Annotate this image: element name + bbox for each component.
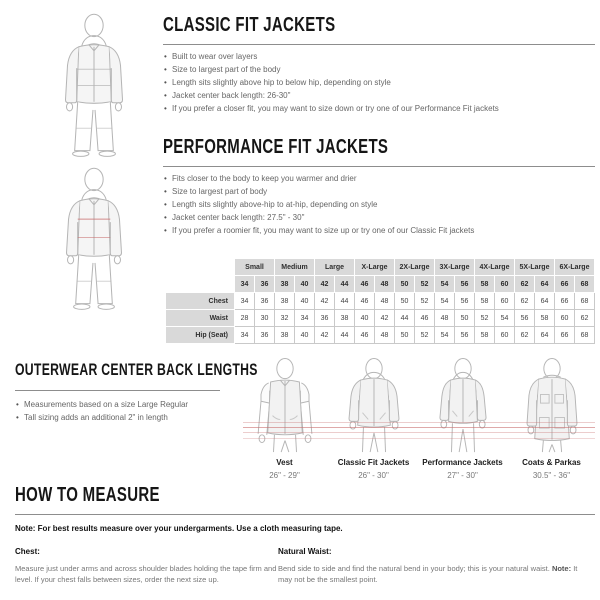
classic-fit-figure [38,12,150,165]
size-cell: 40 [355,310,375,327]
size-cell: 42 [315,293,335,310]
person-performance-illustration [38,166,150,314]
outerwear-item-performance [418,358,507,480]
bullet-item: • Length sits slightly above hip to below hip, depending on style [163,76,598,89]
bullet-item: • Measurements based on a size Large Regular [15,398,235,411]
outerwear-item-coats [507,358,596,480]
classic-jacket-figure [330,358,418,454]
how-to-measure-title: HOW TO MEASURE [15,484,160,506]
numeric-size-header: 38 [275,276,295,293]
classic-fit-bullets [163,50,598,115]
size-cell: 60 [495,327,515,344]
outerwear-item-classic [329,358,418,480]
size-cell: 38 [275,293,295,310]
numeric-size-header: 42 [315,276,335,293]
classic-fit-divider [163,44,595,45]
size-cell: 40 [295,327,315,344]
size-cell: 48 [435,310,455,327]
size-cell: 60 [495,293,515,310]
bullet-item: • If you prefer a closer fit, you may want to size down or try one of our Performance Fit jackets [163,102,598,115]
size-cell: 42 [315,327,335,344]
size-table [165,258,595,344]
size-group-header: Large [315,259,355,276]
performance-fit-title: PERFORMANCE FIT JACKETS [163,136,389,158]
size-group-header: 5X-Large [515,259,555,276]
size-cell: 36 [255,293,275,310]
measure-column-waist [278,547,578,585]
numeric-size-header: 64 [535,276,555,293]
size-cell: 56 [455,293,475,310]
size-cell: 46 [355,293,375,310]
waist-note-label: Note: [551,564,572,573]
size-cell: 52 [415,327,435,344]
chest-instructions: Measure just under arms and across shoulder blades holding the tape firm and level. If your chest falls between sizes, order the next size up. [15,564,277,584]
size-cell: 62 [515,327,535,344]
size-cell: 36 [315,310,335,327]
size-cell: 44 [335,327,355,344]
size-group-header: Medium [275,259,315,276]
numeric-size-header: 46 [355,276,375,293]
numeric-size-header: 36 [255,276,275,293]
numeric-size-header: 48 [375,276,395,293]
size-cell: 48 [375,293,395,310]
size-cell: 66 [555,293,575,310]
size-cell: 34 [235,327,255,344]
numeric-size-header: 60 [495,276,515,293]
outerwear-label: Vest [276,458,293,467]
performance-jacket-figure [419,358,507,454]
bullet-item: • Jacket center back length: 27.5" - 30" [163,211,598,224]
table-row [166,327,595,344]
size-cell: 66 [555,327,575,344]
vest-figure [241,358,329,454]
size-cell: 60 [555,310,575,327]
size-cell: 30 [255,310,275,327]
bullet-item: • Tall sizing adds an additional 2" in length [15,411,235,424]
outerwear-range: 26" - 30" [358,471,389,480]
numeric-size-header: 62 [515,276,535,293]
size-cell: 54 [435,293,455,310]
size-cell: 34 [295,310,315,327]
classic-fit-title: CLASSIC FIT JACKETS [163,14,336,36]
row-label: Waist [166,310,235,327]
size-cell: 62 [575,310,595,327]
person-classic-illustration [38,12,150,160]
size-cell: 36 [255,327,275,344]
size-cell: 64 [535,293,555,310]
size-cell: 54 [495,310,515,327]
size-group-header: X-Large [355,259,395,276]
outerwear-label: Classic Fit Jackets [337,458,410,467]
numeric-size-header: 66 [555,276,575,293]
numeric-size-header: 44 [335,276,355,293]
row-label: Hip (Seat) [166,327,235,344]
size-cell: 44 [395,310,415,327]
chest-heading: Chest: [15,547,40,556]
size-cell: 46 [355,327,375,344]
bullet-item: • Built to wear over layers [163,50,598,63]
size-cell: 50 [395,293,415,310]
size-group-header: Small [235,259,275,276]
size-cell: 32 [275,310,295,327]
table-row [166,310,595,327]
numeric-size-header: 68 [575,276,595,293]
outerwear-range: 26" - 29" [269,471,300,480]
bullet-item: • Size to largest part of body [163,185,598,198]
outerwear-item-vest [240,358,329,480]
waist-text: Bend side to side and find the natural bend in your body; this is your [278,564,504,573]
size-group-header: 2X-Large [395,259,435,276]
table-corner [166,259,235,293]
numeric-size-header: 40 [295,276,315,293]
size-cell: 52 [475,310,495,327]
waist-text: natural waist. [505,564,550,573]
size-cell: 46 [415,310,435,327]
size-cell: 58 [475,293,495,310]
size-cell: 64 [535,327,555,344]
size-cell: 58 [475,327,495,344]
numeric-size-header: 54 [435,276,455,293]
row-label: Chest [166,293,235,310]
outerwear-bullets [15,398,235,424]
numeric-size-header: 58 [475,276,495,293]
size-cell: 38 [275,327,295,344]
how-to-measure-divider [15,514,595,515]
size-cell: 68 [575,327,595,344]
performance-fit-bullets [163,172,598,237]
outerwear-label: Performance Jackets [422,458,503,467]
outerwear-title: OUTERWEAR CENTER BACK LENGTHS [15,360,258,379]
size-cell: 40 [295,293,315,310]
bullet-item: • Jacket center back length: 26-30" [163,89,598,102]
table-row [166,293,595,310]
numeric-size-header: 52 [415,276,435,293]
size-cell: 50 [395,327,415,344]
size-cell: 56 [455,327,475,344]
size-group-header: 4X-Large [475,259,515,276]
size-cell: 62 [515,293,535,310]
numeric-size-header: 34 [235,276,255,293]
size-cell: 54 [435,327,455,344]
performance-fit-divider [163,166,595,167]
size-cell: 48 [375,327,395,344]
bullet-item: • Size to largest part of the body [163,63,598,76]
size-cell: 52 [415,293,435,310]
numeric-size-header: 56 [455,276,475,293]
outerwear-divider [15,390,220,391]
waist-text: It may not be the smallest point. [278,564,578,584]
measure-note: Note: For best results measure over your undergarments. Use a cloth measuring tape. [15,524,343,533]
size-cell: 44 [335,293,355,310]
size-cell: 68 [575,293,595,310]
size-cell: 42 [375,310,395,327]
size-group-header: 6X-Large [555,259,595,276]
size-cell: 58 [535,310,555,327]
outerwear-label: Coats & Parkas [522,458,581,467]
bullet-item: • Fits closer to the body to keep you warmer and drier [163,172,598,185]
performance-fit-figure [38,166,150,319]
natural-waist-heading: Natural Waist: [278,547,332,556]
measure-column-chest [15,547,277,585]
outerwear-range: 30.5" - 36" [532,471,571,480]
size-cell: 50 [455,310,475,327]
bullet-item: • Length sits slightly above-hip to at-hip, depending on style [163,198,598,211]
size-cell: 38 [335,310,355,327]
size-group-header: 3X-Large [435,259,475,276]
outerwear-range: 27" - 30" [447,471,478,480]
bullet-item: • If you prefer a roomier fit, you may want to size up or try one of our Classic Fit jackets [163,224,598,237]
size-cell: 28 [235,310,255,327]
size-cell: 34 [235,293,255,310]
coat-parka-figure [508,358,596,454]
size-cell: 56 [515,310,535,327]
outerwear-figures-row [240,358,596,480]
natural-waist-instructions [278,563,578,585]
numeric-size-header: 50 [395,276,415,293]
